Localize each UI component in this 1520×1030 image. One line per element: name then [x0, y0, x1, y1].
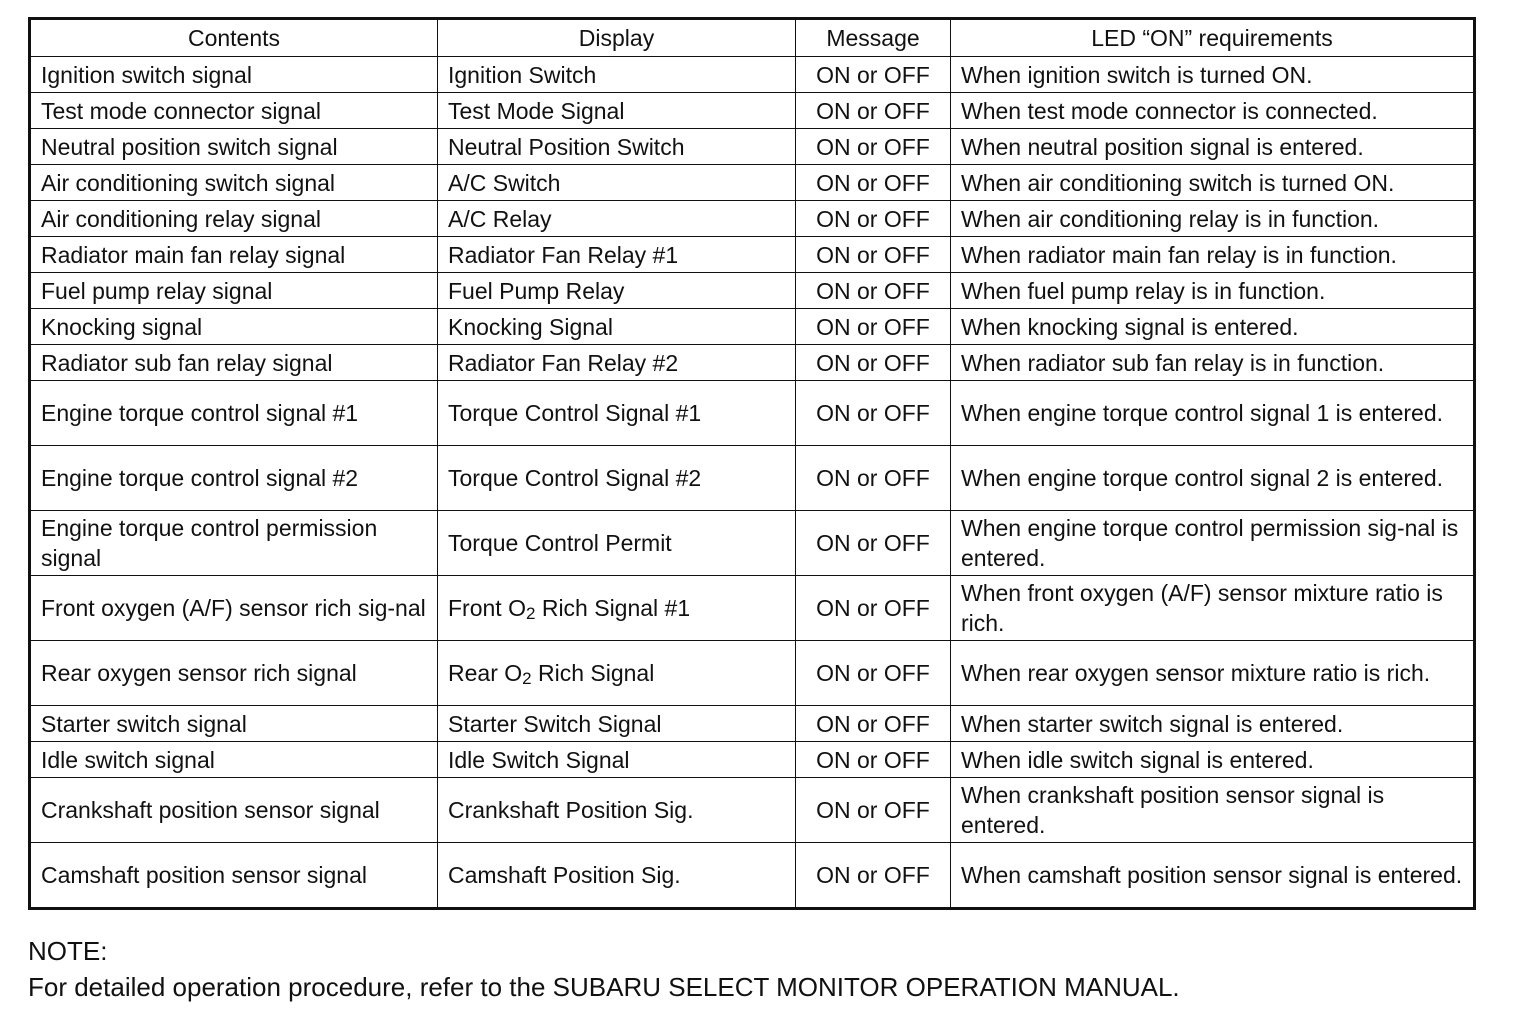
cell-message: ON or OFF	[796, 742, 951, 778]
cell-message: ON or OFF	[796, 309, 951, 345]
display-text-pre: Front O	[448, 595, 526, 621]
table-row	[30, 641, 1475, 706]
cell-message: ON or OFF	[796, 446, 951, 511]
table-row	[30, 446, 1475, 511]
table-row	[30, 237, 1475, 273]
cell-requirement: When air conditioning switch is turned ON.	[951, 165, 1475, 201]
cell-contents: Test mode connector signal	[30, 93, 438, 129]
cell-requirement: When engine torque control signal 2 is entered.	[951, 446, 1475, 511]
cell-contents: Engine torque control permission signal	[30, 511, 438, 576]
cell-message: ON or OFF	[796, 93, 951, 129]
cell-display: Fuel Pump Relay	[438, 273, 796, 309]
cell-requirement: When starter switch signal is entered.	[951, 706, 1475, 742]
cell-message: ON or OFF	[796, 381, 951, 446]
cell-display: Knocking Signal	[438, 309, 796, 345]
cell-contents: Starter switch signal	[30, 706, 438, 742]
cell-display: Crankshaft Position Sig.	[438, 778, 796, 843]
table-row	[30, 273, 1475, 309]
cell-message: ON or OFF	[796, 165, 951, 201]
cell-requirement: When front oxygen (A/F) sensor mixture ratio is rich.	[951, 576, 1475, 641]
cell-contents: Air conditioning switch signal	[30, 165, 438, 201]
cell-display: Ignition Switch	[438, 57, 796, 93]
cell-display: Torque Control Permit	[438, 511, 796, 576]
cell-contents: Crankshaft position sensor signal	[30, 778, 438, 843]
cell-contents: Engine torque control signal #2	[30, 446, 438, 511]
cell-requirement: When engine torque control permission sig-nal is entered.	[951, 511, 1475, 576]
cell-contents: Radiator sub fan relay signal	[30, 345, 438, 381]
table-row	[30, 742, 1475, 778]
table-row	[30, 778, 1475, 843]
cell-message: ON or OFF	[796, 57, 951, 93]
cell-contents: Ignition switch signal	[30, 57, 438, 93]
cell-contents: Knocking signal	[30, 309, 438, 345]
cell-display: A/C Switch	[438, 165, 796, 201]
cell-requirement: When air conditioning relay is in function.	[951, 201, 1475, 237]
cell-display	[438, 576, 796, 641]
cell-message: ON or OFF	[796, 237, 951, 273]
cell-display: Camshaft Position Sig.	[438, 843, 796, 909]
cell-requirement: When test mode connector is connected.	[951, 93, 1475, 129]
subscript-2: 2	[522, 669, 532, 688]
table-row	[30, 381, 1475, 446]
cell-message: ON or OFF	[796, 129, 951, 165]
cell-requirement: When neutral position signal is entered.	[951, 129, 1475, 165]
cell-contents: Engine torque control signal #1	[30, 381, 438, 446]
cell-message: ON or OFF	[796, 706, 951, 742]
cell-requirement: When idle switch signal is entered.	[951, 742, 1475, 778]
table-row	[30, 843, 1475, 909]
cell-requirement: When rear oxygen sensor mixture ratio is rich.	[951, 641, 1475, 706]
cell-contents: Air conditioning relay signal	[30, 201, 438, 237]
note-text: For detailed operation procedure, refer to the SUBARU SELECT MONITOR OPERATION MANUAL.	[28, 972, 1180, 1002]
cell-contents: Rear oxygen sensor rich signal	[30, 641, 438, 706]
cell-display: Torque Control Signal #2	[438, 446, 796, 511]
cell-message: ON or OFF	[796, 511, 951, 576]
cell-display: Neutral Position Switch	[438, 129, 796, 165]
table-row	[30, 129, 1475, 165]
table-row	[30, 511, 1475, 576]
cell-contents: Radiator main fan relay signal	[30, 237, 438, 273]
cell-message: ON or OFF	[796, 201, 951, 237]
table-row	[30, 57, 1475, 93]
cell-message: ON or OFF	[796, 576, 951, 641]
cell-display: A/C Relay	[438, 201, 796, 237]
cell-display	[438, 641, 796, 706]
header-display: Display	[438, 19, 796, 57]
table-row	[30, 93, 1475, 129]
table-row	[30, 201, 1475, 237]
header-led-requirements: LED “ON” requirements	[951, 19, 1475, 57]
table-header-row	[30, 19, 1475, 57]
note-heading: NOTE:	[28, 936, 108, 966]
cell-message: ON or OFF	[796, 778, 951, 843]
table-row	[30, 576, 1475, 641]
display-text-pre: Rear O	[448, 660, 523, 686]
cell-display: Idle Switch Signal	[438, 742, 796, 778]
cell-message: ON or OFF	[796, 641, 951, 706]
cell-contents: Neutral position switch signal	[30, 129, 438, 165]
cell-requirement: When engine torque control signal 1 is entered.	[951, 381, 1475, 446]
cell-display: Starter Switch Signal	[438, 706, 796, 742]
table-row	[30, 345, 1475, 381]
header-contents: Contents	[30, 19, 438, 57]
table-row	[30, 309, 1475, 345]
cell-display: Radiator Fan Relay #2	[438, 345, 796, 381]
cell-requirement: When radiator main fan relay is in function.	[951, 237, 1475, 273]
cell-contents: Front oxygen (A/F) sensor rich sig-nal	[30, 576, 438, 641]
cell-requirement: When crankshaft position sensor signal is entered.	[951, 778, 1475, 843]
header-message: Message	[796, 19, 951, 57]
cell-message: ON or OFF	[796, 345, 951, 381]
cell-contents: Camshaft position sensor signal	[30, 843, 438, 909]
cell-requirement: When knocking signal is entered.	[951, 309, 1475, 345]
cell-requirement: When radiator sub fan relay is in function.	[951, 345, 1475, 381]
cell-display: Test Mode Signal	[438, 93, 796, 129]
note-block	[28, 933, 1180, 1005]
cell-requirement: When fuel pump relay is in function.	[951, 273, 1475, 309]
cell-display: Torque Control Signal #1	[438, 381, 796, 446]
cell-message: ON or OFF	[796, 843, 951, 909]
cell-display: Radiator Fan Relay #1	[438, 237, 796, 273]
cell-contents: Idle switch signal	[30, 742, 438, 778]
table-row	[30, 706, 1475, 742]
cell-requirement: When ignition switch is turned ON.	[951, 57, 1475, 93]
cell-requirement: When camshaft position sensor signal is entered.	[951, 843, 1475, 909]
display-text-post: Rich Signal	[531, 660, 655, 686]
table-row	[30, 165, 1475, 201]
cell-contents: Fuel pump relay signal	[30, 273, 438, 309]
display-text-post: Rich Signal #1	[535, 595, 691, 621]
subscript-2: 2	[525, 604, 536, 623]
signal-table	[28, 17, 1476, 910]
cell-message: ON or OFF	[796, 273, 951, 309]
